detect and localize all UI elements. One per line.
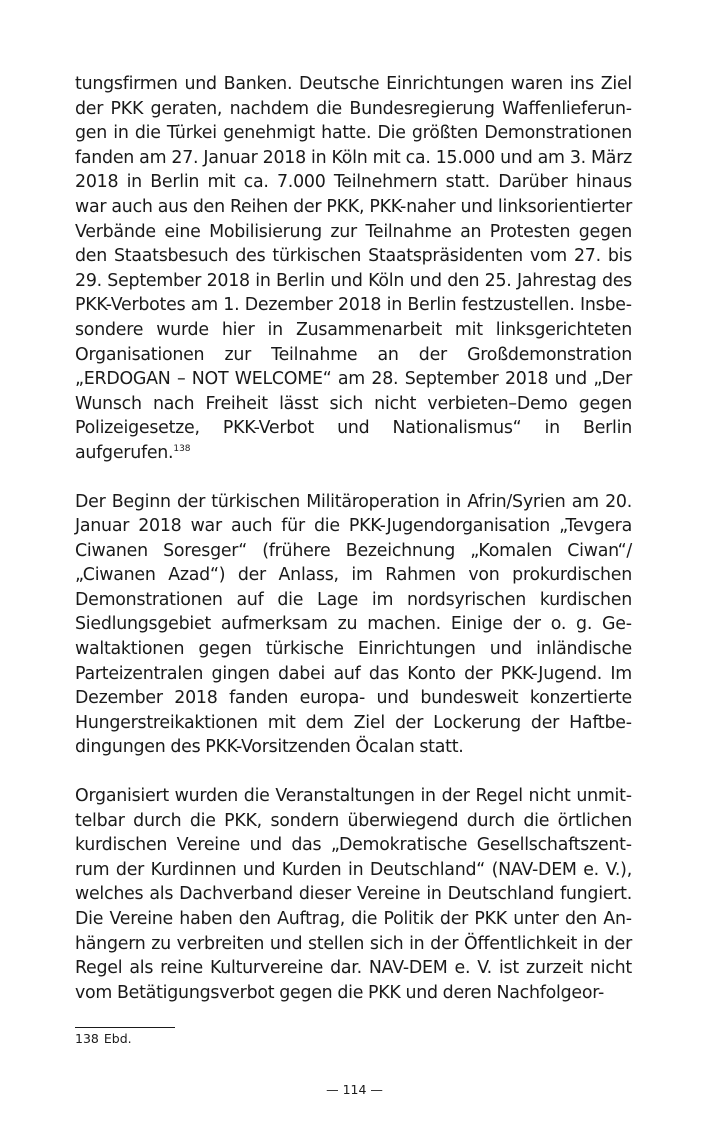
- paragraph-1-text: tungsfirmen und Banken. Deutsche Einrichtungen waren ins Ziel der PKK geraten, nachdem die Bundesregierung Waffenlieferungen in die Türkei genehmigt hatte. Die größten Demonstrationen fanden am 27. Januar 2018 in Köln mit ca. 15.000 und am 3. März 2018 in Berlin mit ca. 7.000 Teilnehmern statt. Darüber hinaus war auch aus den Reihen der PKK, PKK-naher und linksorientierter Verbände eine Mobilisierung zur Teilnahme an Protesten gegen den Staatsbesuch des türkischen Staatspräsidenten vom 27. bis 29. September 2018 in Berlin und Köln und den 25. Jahrestag des PKK-Verbotes am 1. Dezember 2018 in Berlin festzustellen. Insbesondere wurde hier in Zusammenarbeit mit linksgerichteten Organisationen zur Teilnahme an der Großdemonstration „ERDOGAN – NOT WELCOME“ am 28. September 2018 und „Der Wunsch nach Freiheit lässt sich nicht verbieten–Demo gegen Polizeigesetze, PKK-Verbot und Nationalismus“ in Berlin aufgerufen.: [75, 74, 632, 463]
- footnote-text: Ebd.: [103, 1031, 132, 1046]
- footnote-divider: [75, 1027, 175, 1028]
- footnote-reference: 138: [173, 444, 191, 455]
- paragraph-3-text: Organisiert wurden die Veranstaltungen in der Regel nicht unmittelbar durch die PKK, sondern überwiegend durch die örtlichen kurdischen Vereine und das „Demokratische Gesellschaftszentrum der Kurdinnen und Kurden in Deutschland“ (NAV-DEM e. V.), welches als Dachverband dieser Vereine in Deutschland fungiert. Die Vereine haben den Auftrag, die Politik der PKK unter den Anhängern zu verbreiten und stellen sich in der Öffentlichkeit in der Regel als reine Kulturvereine dar. NAV-DEM e. V. ist zurzeit nicht vom Betätigungsverbot gegen die PKK und deren Nachfolgeor-: [75, 786, 632, 1003]
- paragraph-1: [75, 72, 632, 466]
- paragraph-2-text: Der Beginn der türkischen Militäroperation in Afrin/Syrien am 20. Januar 2018 war auch für die PKK-Jugendorganisation „Tevgera Ciwanen Soresger“ (frühere Bezeichnung „Komalen Ciwan“/ „Ciwanen Azad“) der Anlass, im Rahmen von prokurdischen Demonstrationen auf die Lage im nordsyrischen kurdischen Siedlungsgebiet aufmerksam zu machen. Einige der o. g. Gewaltaktionen gegen türkische Einrichtungen und inländische Parteizentralen gingen dabei auf das Konto der PKK-Jugend. Im Dezember 2018 fanden europa- und bundesweit konzertierte Hungerstreikaktionen mit dem Ziel der Lockerung der Haftbedingungen des PKK-Vorsitzenden Öcalan statt.: [75, 491, 632, 758]
- footnote-number: 138: [75, 1031, 99, 1046]
- body-text: [75, 72, 632, 1005]
- paragraph-2: [75, 490, 632, 761]
- page-number: — 114 —: [326, 1082, 383, 1097]
- footnote-138: [75, 1031, 132, 1047]
- paragraph-3: [75, 784, 632, 1005]
